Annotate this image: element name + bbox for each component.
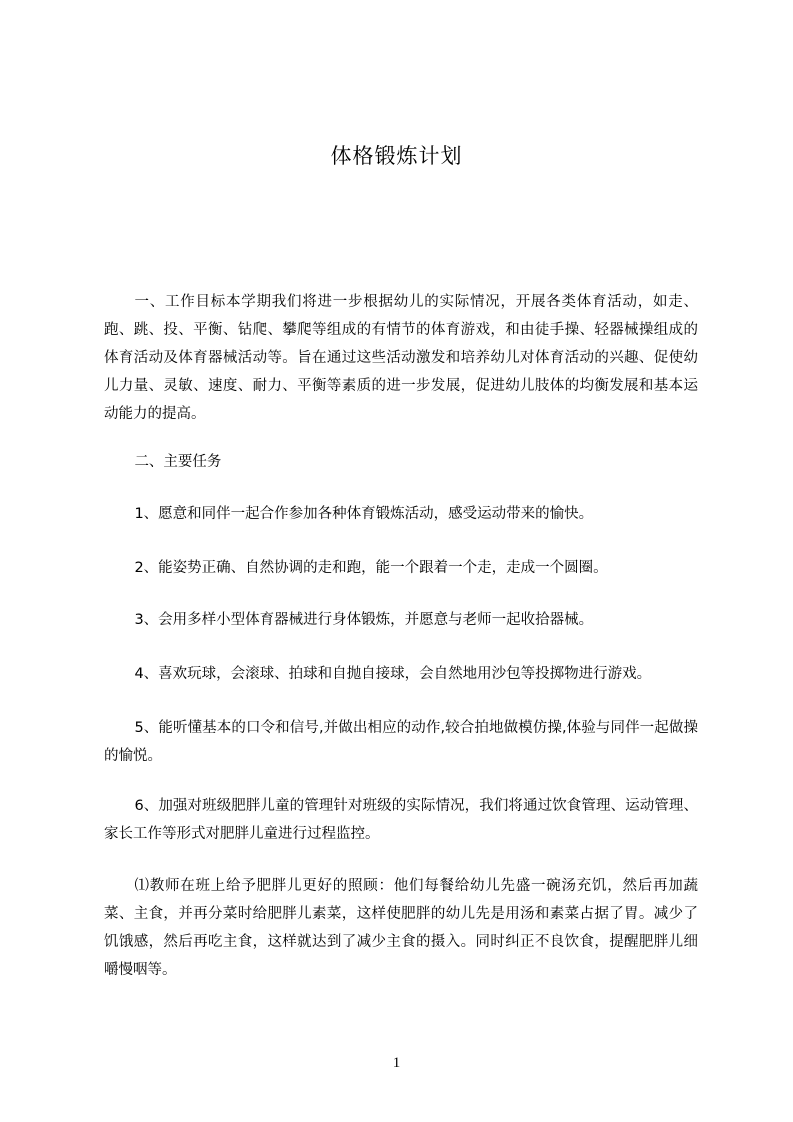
section-heading-main-tasks: 二、主要任务 [134,454,222,470]
paragraph-work-goal: 一、工作目标本学期我们将进一步根据幼儿的实际情况，开展各类体育活动，如走、跑、跳、投、平衡、钻爬、攀爬等组成的有情节的体育游戏，和由徒手操、轻器械操组成的体育活动及体育器械活动等。旨在通过这些活动激发和培养幼儿对体育活动的兴趣、促使幼儿力量、灵敏、速度、耐力、平衡等素质的进一步发展，促进幼儿肢体的均衡发展和基本运动能力的提高。 [104,294,698,422]
task-item-3: 3、会用多样小型体育器械进行身体锻炼，并愿意与老师一起收拾器械。 [134,612,594,628]
task-item-1: 1、愿意和同伴一起合作参加各种体育锻炼活动，感受运动带来的愉快。 [134,506,594,522]
document-title: 体格锻炼计划 [330,144,463,168]
sub-item-1: ⑴教师在班上给予肥胖儿更好的照顾：他们每餐给幼儿先盛一碗汤充饥，然后再加蔬菜、主食，并再分菜时给肥胖儿素菜，这样使肥胖的幼儿先是用汤和素菜占据了胃。减少了饥饿感，然后再吃主食，这样就达到了减少主食的摄入。同时纠正不良饮食，提醒肥胖儿细嚼慢咽等。 [104,878,698,978]
task-item-4: 4、喜欢玩球，会滚球、拍球和自抛自接球，会自然地用沙包等投掷物进行游戏。 [134,666,652,682]
task-item-5: 5、能听懂基本的口令和信号,并做出相应的动作,较合拍地做模仿操,体验与同伴一起做操的愉悦。 [104,720,698,764]
page-number: 1 [392,1055,401,1071]
task-item-2: 2、能姿势正确、自然协调的走和跑，能一个跟着一个走，走成一个圆圈。 [134,560,608,576]
task-item-6: 6、加强对班级肥胖儿童的管理针对班级的实际情况，我们将通过饮食管理、运动管理、家长工作等形式对肥胖儿童进行过程监控。 [104,798,698,842]
